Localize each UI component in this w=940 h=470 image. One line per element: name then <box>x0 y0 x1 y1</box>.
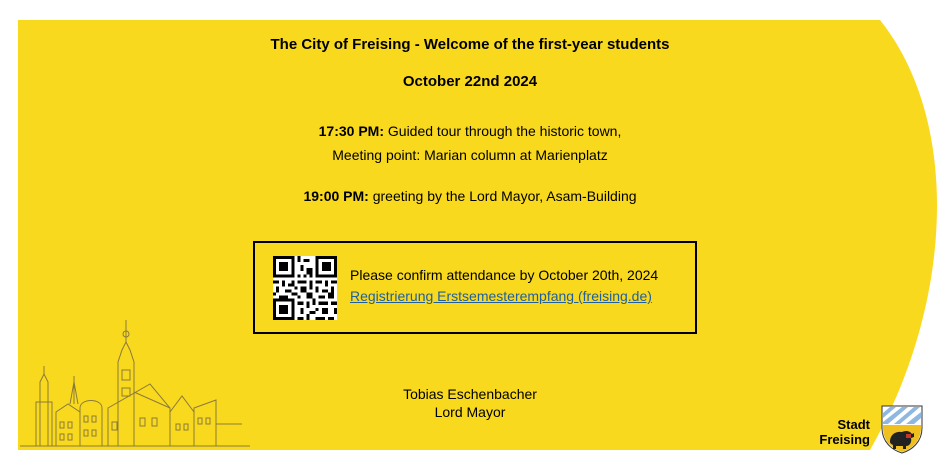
schedule-item-greeting <box>0 188 940 204</box>
page-title: The City of Freising - Welcome of the first-year students <box>270 36 670 53</box>
signature-name: Tobias Eschenbacher <box>403 386 537 402</box>
city-logo-text <box>812 417 870 447</box>
rsvp-box <box>253 241 697 334</box>
tour-time: 17:30 PM: <box>318 123 384 139</box>
greeting-time: 19:00 PM: <box>303 188 369 204</box>
rsvp-deadline: Please confirm attendance by October 20th, 2024 <box>350 267 659 283</box>
meeting-point: Meeting point: Marian column at Marienplatz <box>332 147 608 163</box>
signature-role: Lord Mayor <box>434 404 506 420</box>
schedule-item-tour <box>0 123 940 139</box>
tour-description: Guided tour through the historic town, <box>384 123 622 139</box>
logo-line-freising: Freising <box>819 432 870 447</box>
freising-crest-icon <box>880 404 924 454</box>
logo-line-stadt: Stadt <box>837 417 870 432</box>
event-date: October 22nd 2024 <box>402 73 538 90</box>
town-skyline-illustration <box>20 312 250 452</box>
registration-link[interactable]: Registrierung Erstsemesterempfang (freising.de) <box>350 288 652 304</box>
qr-code-icon[interactable] <box>273 256 337 320</box>
greeting-description: greeting by the Lord Mayor, Asam-Building <box>368 188 637 204</box>
